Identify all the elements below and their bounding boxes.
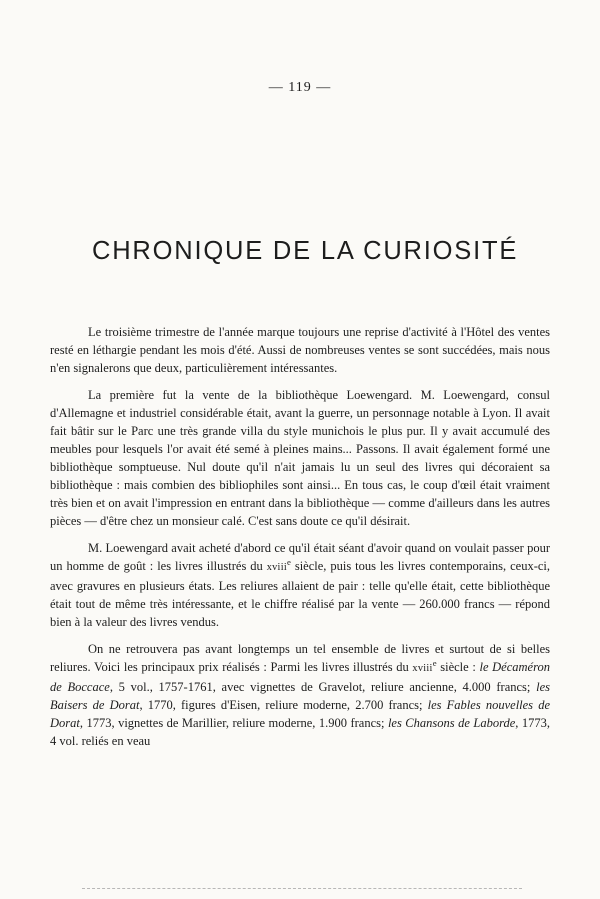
paragraph (50, 323, 550, 377)
page-bottom-mark (82, 888, 522, 890)
roman-numeral: xviii (266, 562, 287, 573)
text-segment: , 1773, vignettes de Marillier, reliure moderne, 1.900 francs; (79, 716, 388, 730)
superscript: e (432, 657, 437, 668)
text-segment: , 1773, 4 vol. reliés en veau (50, 716, 551, 748)
text-segment: La première fut la vente de la bibliothèque Loewengard. M. Loewengard, consul d'Allemagne et industriel considérable était, avant la guerre, un personnage notable à Lyon. Il avait fait bâtir sur le Parc une très grande villa du style munichois le plus pur. Il y avait accumulé des meubles pour lesquels l'or avait été semé à pleines mains... Passons. Il avait également formé une bibliothèque somptueuse. Nul doute qu'il n'ait jamais lu un seul des livres qui décoraient sa bibliothèque : mais combien des bibliophiles sont ainsi... En tous cas, le coup d'œil était vraiment très bien et on avait l'impression en entrant dans la bibliothèque — comme d'ailleurs dans les autres pièces — d'être chez un monsieur calé. C'est sans doute ce qu'il désirait. (50, 388, 550, 528)
book-title: le Décaméron de Boccace (50, 660, 550, 694)
book-title: les Chansons de Laborde (387, 716, 516, 730)
paragraph (50, 640, 550, 750)
text-segment: , 5 vol., 1757-1761, avec vignettes de Gravelot, reliure ancienne, 4.000 francs; (109, 680, 537, 694)
paragraph (50, 539, 550, 631)
roman-numeral: xviii (412, 663, 433, 674)
superscript: e (287, 556, 291, 567)
book-title: les Baisers de Dorat (50, 680, 550, 712)
page-title: CHRONIQUE DE LA CURIOSITÉ (92, 237, 519, 265)
article-body (50, 323, 550, 759)
book-title: les Fables nouvelles de Dorat (50, 698, 550, 730)
text-segment: Le troisième trimestre de l'année marque toujours une reprise d'activité à l'Hôtel des ventes resté en léthargie pendant les mois d'été. Aussi de nombreuses ventes se sont succédées, mais nous n'en signalerons que deux, particulièrement intéressantes. (50, 325, 550, 375)
text-segment: M. Loewengard avait acheté d'abord ce qu'il était séant d'avoir quand on voulait passer pour un homme de goût : les livres illustrés du (50, 541, 550, 573)
page-number: — 119 — (268, 80, 332, 95)
text-segment: siècle, puis tous les livres contemporains, ceux-ci, avec gravures en plusieurs états. Les reliures allaient de pair : telle qu'elle était, cette bibliothèque était tout de même très intéressante, et le chiffre réalisé par la vente — 260.000 francs — répond bien à la valeur des livres vendus. (50, 559, 551, 629)
text-segment: On ne retrouvera pas avant longtemps un tel ensemble de livres et surtout de si belles reliures. Voici les principaux prix réalisés : Parmi les livres illustrés du (50, 642, 550, 674)
text-segment: siècle : (436, 660, 480, 674)
text-segment: , 1770, figures d'Eisen, reliure moderne, 2.700 francs; (139, 698, 428, 712)
paragraph (50, 386, 550, 530)
